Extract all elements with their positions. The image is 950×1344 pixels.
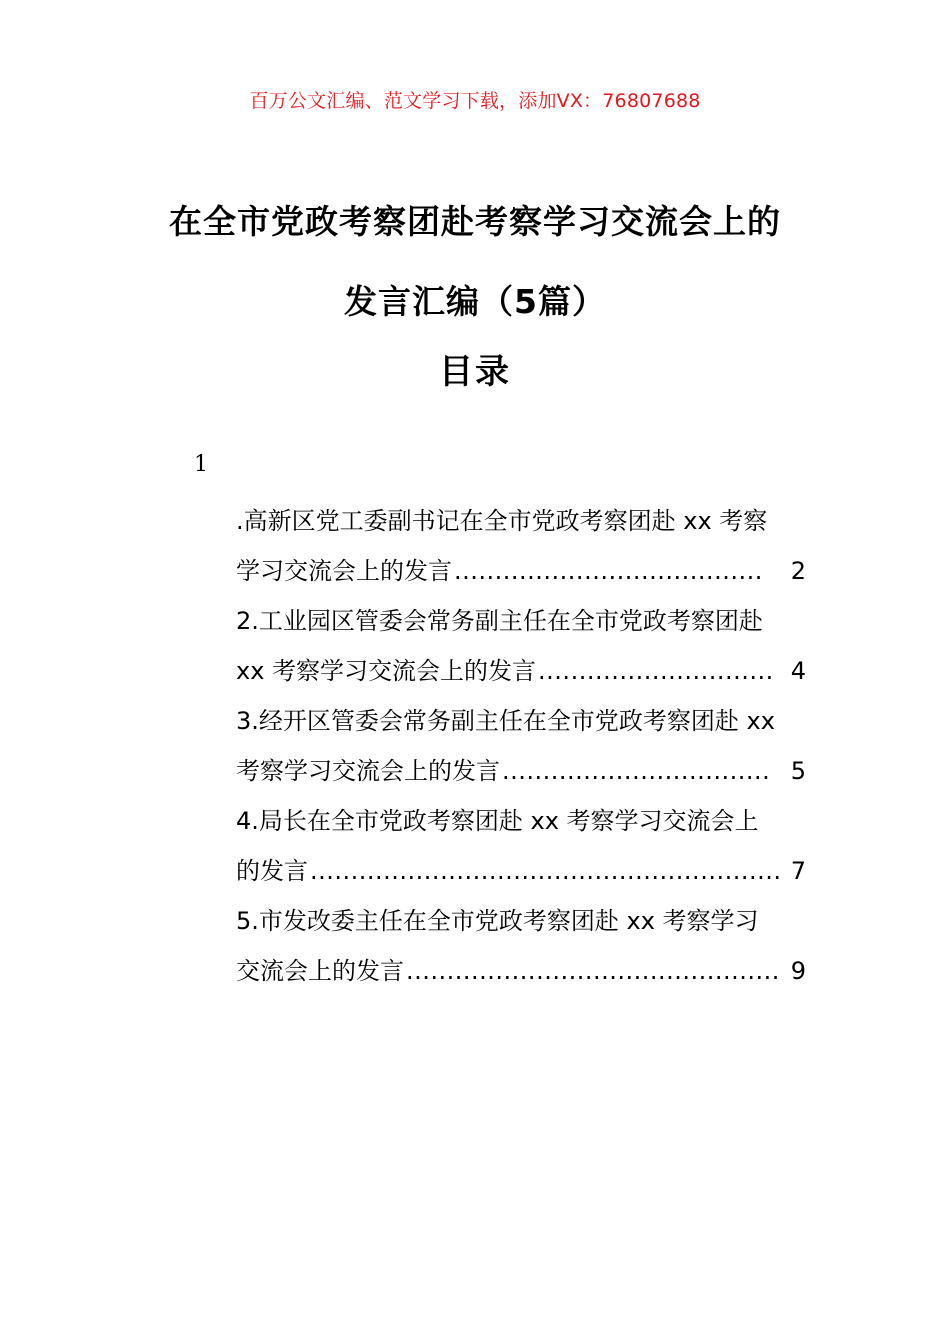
toc-page-number: 9 (790, 957, 806, 985)
document-title-line-1: 在全市党政考察团赴考察学习交流会上的 (169, 202, 781, 241)
toc-entry-title-end (236, 946, 806, 996)
toc-entry-title-end (236, 846, 806, 896)
toc-stray-number: 1 (194, 452, 208, 477)
toc-entry-title: 5.市发改委主任在全市党政考察团赴 xx 考察学习 (236, 907, 759, 935)
toc-entry-title-end (236, 646, 806, 696)
toc-dot-leader: ............................. (538, 657, 774, 685)
toc-entry-title-end (236, 746, 806, 796)
toc-list (236, 496, 806, 996)
toc-page-number: 2 (790, 557, 806, 585)
header-ad-note: 百万公文汇编、范文学习下载，添加VX：76807688 (249, 90, 701, 112)
toc-page-number: 4 (790, 657, 806, 685)
toc-page-number: 5 (790, 757, 806, 785)
toc-entry-title: 3.经开区管委会常务副主任在全市党政考察团赴 xx (236, 707, 775, 735)
toc-entry-title-tail: 学习交流会上的发言 (236, 557, 452, 585)
toc-entry-title-tail: 考察学习交流会上的发言 (236, 757, 500, 785)
toc-dot-leader: ...................................... (454, 557, 763, 585)
toc-entry-3[interactable] (236, 696, 806, 796)
toc-dot-leader: .............................................. (406, 957, 780, 985)
toc-page-number: 7 (790, 857, 806, 885)
toc-entry-1[interactable] (236, 496, 806, 596)
toc-dot-leader: ................................. (502, 757, 771, 785)
toc-entry-title: 4.局长在全市党政考察团赴 xx 考察学习交流会上 (236, 807, 759, 835)
toc-entry-title-tail: 交流会上的发言 (236, 957, 404, 985)
toc-dot-leader: .......................................................... (310, 857, 782, 885)
toc-entry-title-tail: xx 考察学习交流会上的发言 (236, 657, 537, 685)
document-title-line-2: 发言汇编（5篇） (344, 282, 606, 321)
toc-entry-title: 2.工业园区管委会常务副主任在全市党政考察团赴 (236, 607, 763, 635)
toc-heading: 目录 (439, 352, 511, 392)
toc-entry-4[interactable] (236, 796, 806, 896)
toc-entry-2[interactable] (236, 596, 806, 696)
toc-entry-title: .高新区党工委副书记在全市党政考察团赴 xx 考察 (236, 507, 768, 535)
toc-entry-title-end (236, 546, 806, 596)
toc-entry-title-tail: 的发言 (236, 857, 308, 885)
toc-entry-5[interactable] (236, 896, 806, 996)
